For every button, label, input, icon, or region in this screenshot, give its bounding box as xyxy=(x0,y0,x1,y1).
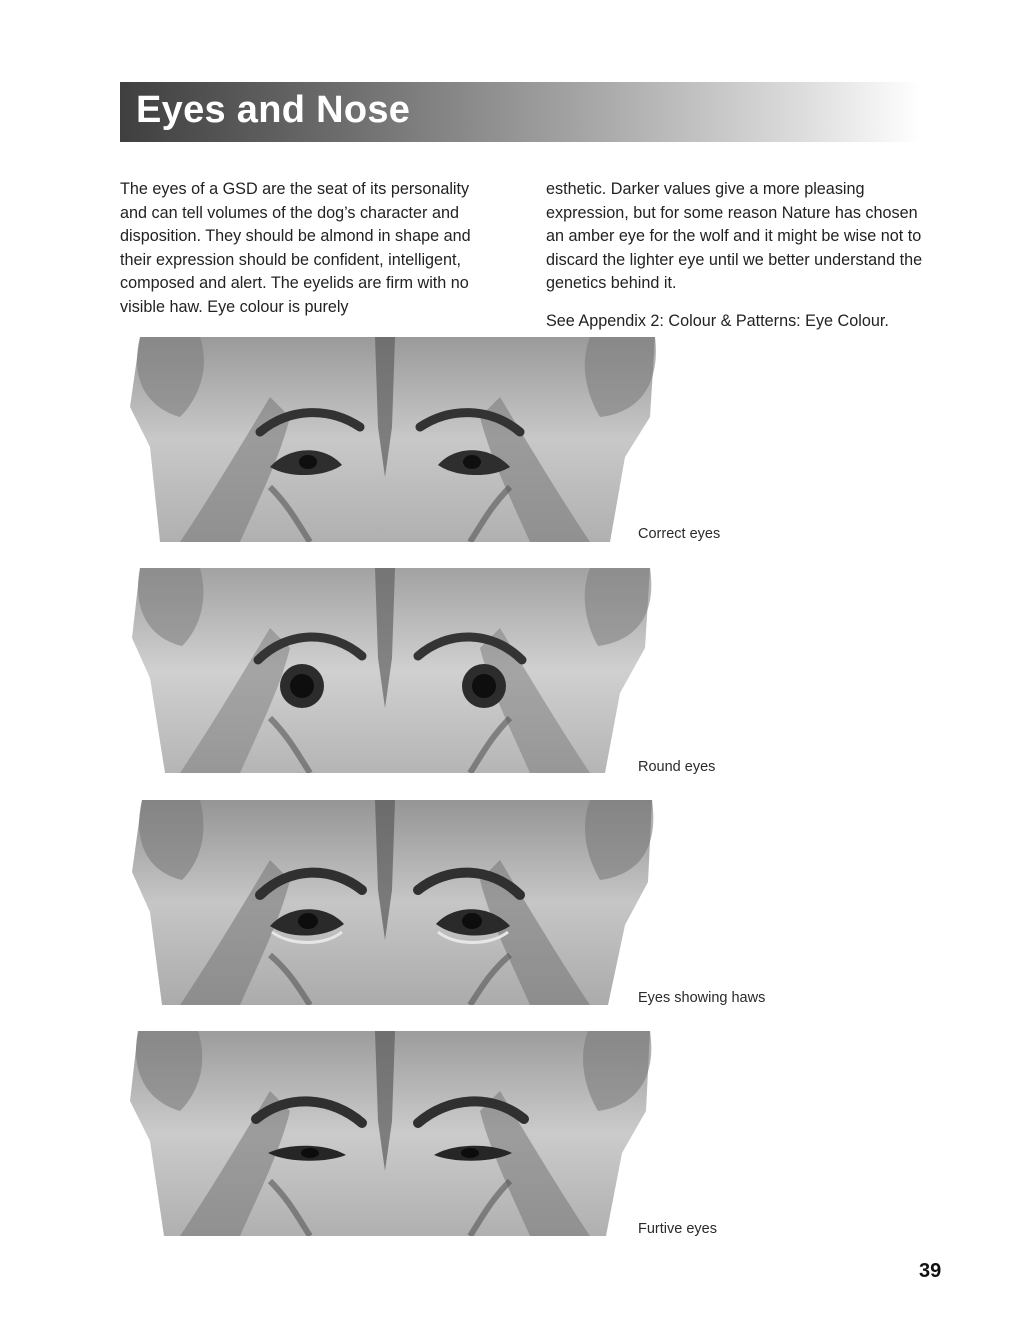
see-also-note: See Appendix 2: Colour & Patterns: Eye Colour. xyxy=(546,311,889,330)
text-column-right xyxy=(546,178,926,333)
illustration-eyes-showing-haws xyxy=(120,800,660,1005)
section-banner xyxy=(120,82,920,142)
illustration-round-eyes xyxy=(120,568,660,773)
section-title: Eyes and Nose xyxy=(136,89,411,131)
page-number: 39 xyxy=(919,1260,942,1282)
figure-caption: Eyes showing haws xyxy=(638,990,766,1006)
figure-caption: Round eyes xyxy=(638,759,716,775)
illustration-furtive-eyes xyxy=(120,1031,660,1236)
body-paragraph: The eyes of a GSD are the seat of its personality and can tell volumes of the dog’s character and disposition. They should be almond in shape and their expression should be confident, intelligent, composed and alert. The eyelids are firm with no visible haw. Eye colour is purely xyxy=(120,180,471,316)
text-column-left xyxy=(120,178,500,319)
body-paragraph: esthetic. Darker values give a more pleasing expression, but for some reason Nature has chosen an amber eye for the wolf and it might be wise not to discard the lighter eye until we better understand the genetics behind it. xyxy=(546,180,923,292)
figure-caption: Furtive eyes xyxy=(638,1221,717,1237)
illustration-correct-eyes xyxy=(120,337,660,542)
figure-caption: Correct eyes xyxy=(638,526,721,542)
